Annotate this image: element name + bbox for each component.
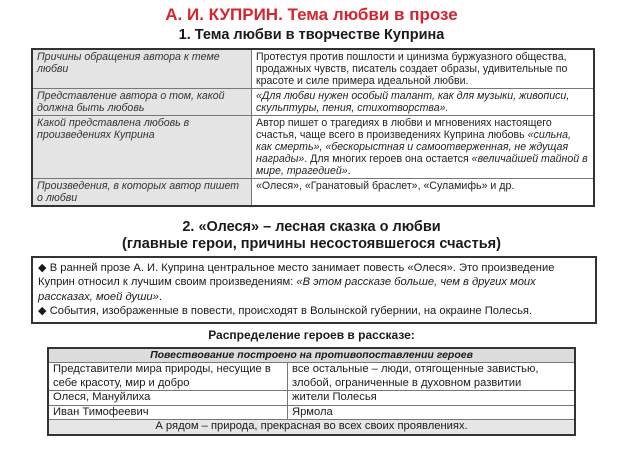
table-cell: все остальные – люди, отягощенные завистью, злобой, ограниченные в духовном развитии (288, 363, 576, 391)
bullet-quote: «В этом рассказе больше, чем в других моих рассказах, моей души» (38, 276, 536, 303)
table-row (32, 116, 594, 179)
heroes-table (47, 347, 576, 436)
table-cell: Ярмола (288, 405, 576, 420)
bullet-text: ◆ В ранней прозе А. И. Куприна центральное место занимает повесть «Олеся». Это произведение Куприн относил к лучшим своим произведениям: (38, 262, 555, 289)
section1-heading: 1. Тема любви в творчестве Куприна (178, 27, 445, 43)
table-cell: Олеся, Мануйлиха (48, 391, 288, 406)
row-answer: Протестуя против пошлости и цинизма буржуазного общества, продажных чувств, писатель создает образы, удивительные по красоте и силе примера идеальной любви. (252, 49, 595, 89)
section2-heading-line1: 2. «Олеся» – лесная сказка о любви (182, 219, 441, 235)
love-theme-table (31, 48, 595, 207)
row-question: Представление автора о том, какой должна быть любовь (32, 89, 252, 116)
bullet-item (38, 261, 592, 304)
table-footer-row (48, 420, 575, 435)
table-header-row (48, 348, 575, 363)
answer-quote: «сильна, как смерть», «бескорыстная и самоотверженная, не ждущая награды» (256, 129, 571, 165)
bullet-item: ◆ События, изображенные в повести, происходят в Волынской губернии, на окраине Полесья. (38, 305, 533, 318)
bullet-text: . (158, 290, 162, 303)
answer-quote: «величайшей тайной в мире, трагедией» (256, 153, 588, 177)
row-answer: «Для любви нужен особый талант, как для музыки, живописи, скульптуры, пения, стихотворства». (252, 89, 595, 116)
table-header: Повествование построено на противопоставлении героев (48, 348, 575, 363)
table-row (32, 89, 594, 116)
answer-text: . (347, 165, 351, 177)
row-question: Произведения, в которых автор пишет о любви (32, 179, 252, 207)
page-title: А. И. КУПРИН. Тема любви в прозе (165, 5, 458, 24)
olesya-info-box (31, 256, 597, 324)
row-answer (252, 116, 595, 179)
row-question: Причины обращения автора к теме любви (32, 49, 252, 89)
section2-heading (0, 219, 623, 253)
row-answer: «Олеся», «Гранатовый браслет», «Суламифь» и др. (252, 179, 595, 207)
table-row (32, 49, 594, 89)
table-cell: жители Полесья (288, 391, 576, 406)
table-footer: А рядом – природа, прекрасная во всех своих проявлениях. (48, 420, 575, 435)
section2-heading-line2: (главные герои, причины несостоявшегося счастья) (122, 236, 501, 252)
table-row (48, 363, 575, 391)
table-row (48, 391, 575, 406)
table-row (32, 179, 594, 207)
distribution-heading: Распределение героев в рассказе: (208, 328, 415, 342)
table-cell: Представители мира природы, несущие в себе красоту, мир и добро (48, 363, 288, 391)
row-question: Какой представлена любовь в произведениях Куприна (32, 116, 252, 179)
answer-text: Автор пишет о трагедиях в любви и мгновениях настоящего счастья, чаще всего в произведениях Куприна любовь (256, 117, 552, 141)
table-row (48, 405, 575, 420)
table-cell: Иван Тимофеевич (48, 405, 288, 420)
answer-text: . Для многих героев она остается (304, 153, 472, 165)
